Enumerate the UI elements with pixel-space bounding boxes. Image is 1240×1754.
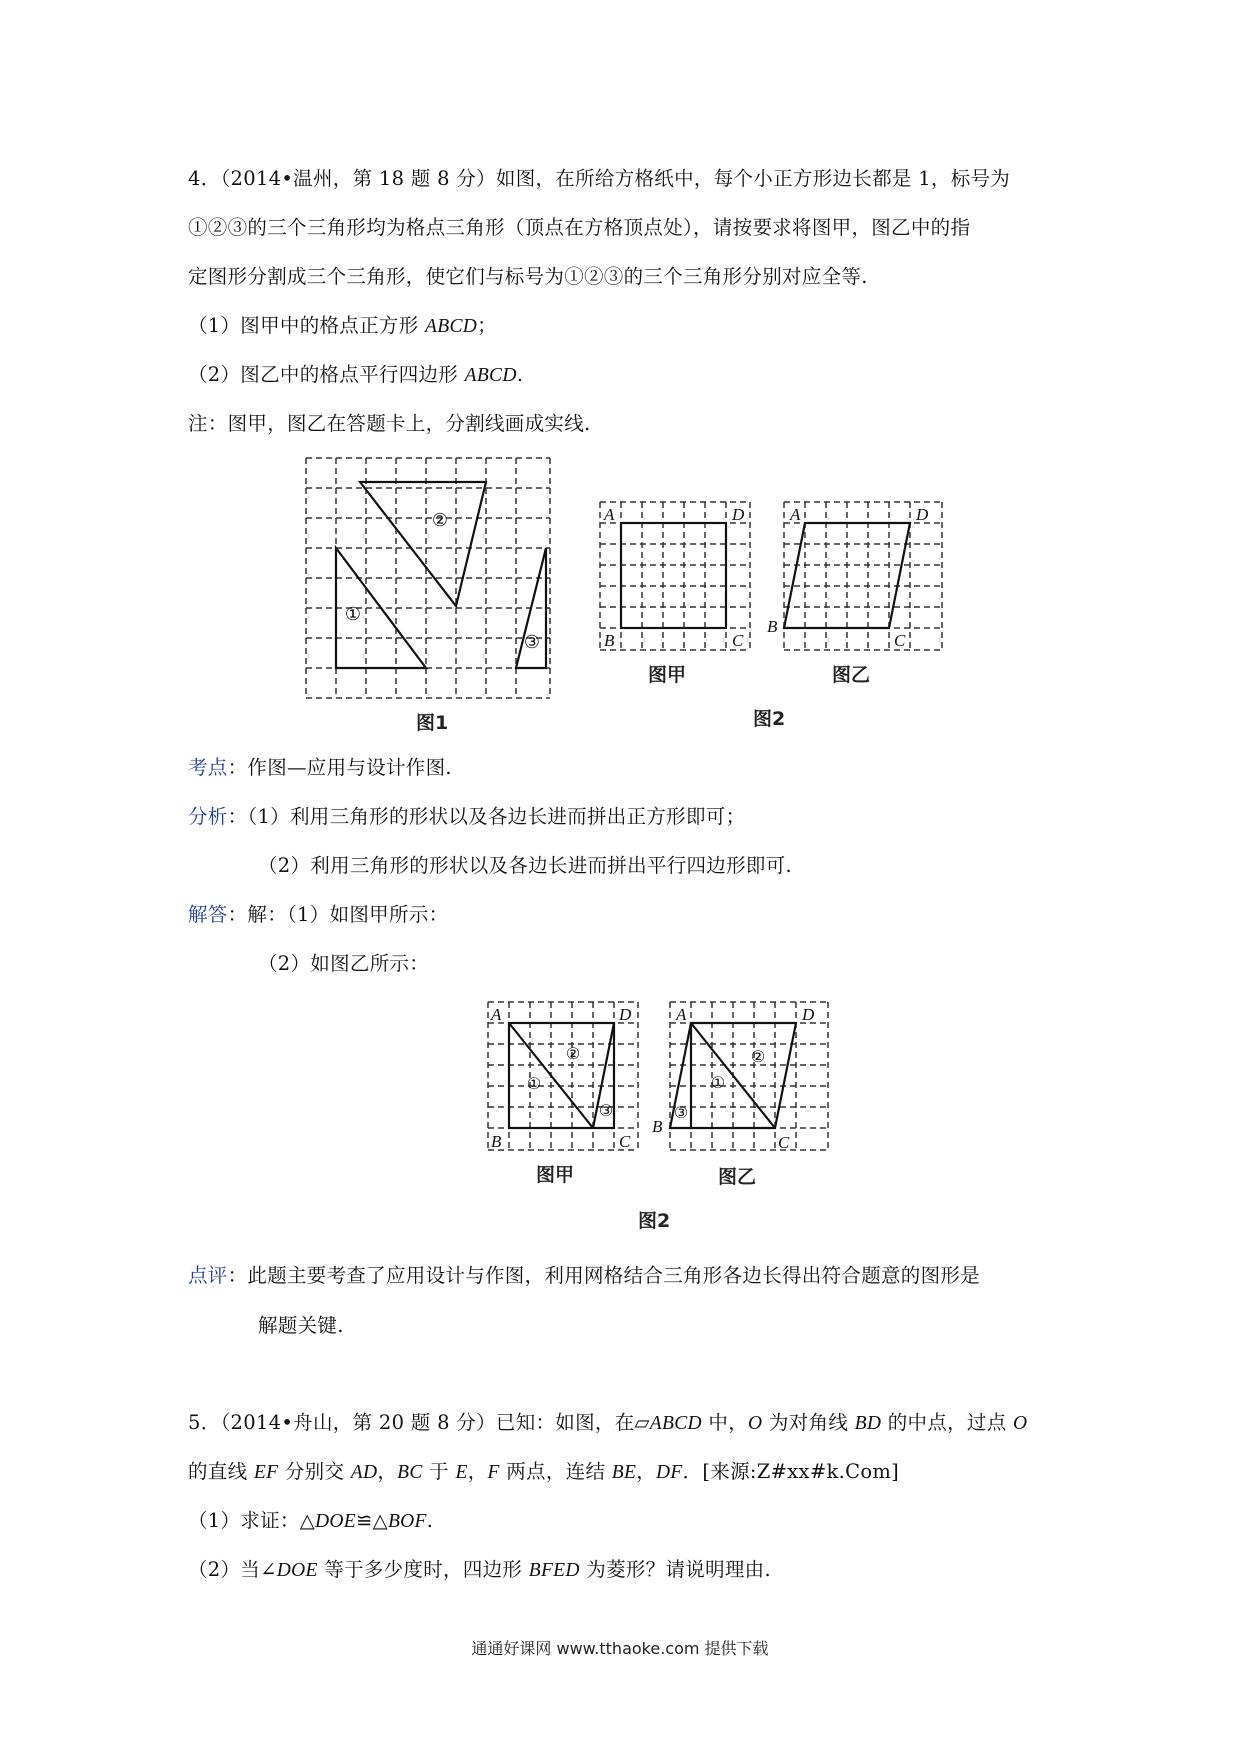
p5-line2-f: BC	[397, 1462, 423, 1483]
p5-line1-d: O	[748, 1413, 763, 1434]
vertex-b: B	[767, 617, 778, 636]
p5-line2-h: E	[455, 1462, 468, 1483]
fenxi	[188, 801, 745, 829]
p5-line1-e: 为对角线	[762, 1411, 855, 1434]
kaodian-text: ：作图—应用与设计作图.	[227, 756, 452, 779]
dianping-label: 点评	[188, 1264, 228, 1287]
label-3: ③	[523, 632, 541, 652]
jieda-2: （2）如图乙所示：	[258, 952, 430, 975]
p4-line2: ①②③的三个三角形均为格点三角形（顶点在方格顶点处），请按要求将图甲，图乙中的指	[188, 216, 971, 239]
p5-line1-c: 中，	[701, 1411, 749, 1434]
vertex-d: D	[619, 1005, 632, 1024]
label-3: ③	[673, 1105, 689, 1122]
p4-part2-suffix: .	[516, 363, 524, 386]
label-3: ③	[598, 1103, 614, 1120]
p4-part2	[188, 359, 523, 387]
p5-line2-b: EF	[253, 1462, 279, 1483]
vertex-d: D	[916, 505, 929, 524]
p5-part1-c: ≌△	[356, 1509, 388, 1532]
vertex-c: C	[894, 631, 906, 650]
p5-line2-k: 两点，连结	[499, 1460, 612, 1483]
p4-part1-suffix: ；	[477, 314, 497, 337]
answer-figure-yi	[650, 996, 834, 1156]
answer-figure-jia	[482, 996, 642, 1156]
p4-part1-name: ABCD	[425, 316, 478, 337]
p5-line1-b: ABCD	[649, 1413, 702, 1434]
fig2-caption: 图2	[753, 708, 786, 730]
p5-line1-a: 5．（2014•舟山，第 20 题 8 分）已知：如图，在▱	[188, 1411, 650, 1434]
p4-note: 注：图甲，图乙在答题卡上，分割线画成实线.	[188, 412, 591, 435]
p5-part2-a: （2）当∠	[188, 1558, 277, 1581]
p4-line1: 4．（2014•温州，第 18 题 8 分）如图，在所给方格纸中，每个小正方形边长都是 1，标号为	[188, 167, 1011, 190]
p5-line1	[188, 1407, 1027, 1435]
label-1: ①	[344, 604, 362, 624]
p5-line2-a: 的直线	[188, 1460, 254, 1483]
dianping-1: ：此题主要考查了应用设计与作图，利用网格结合三角形各边长得出符合题意的图形是	[227, 1264, 981, 1287]
label-2: ②	[750, 1049, 766, 1066]
p5-part2-c: 等于多少度时，四边形	[317, 1558, 529, 1581]
figure-yi	[764, 496, 948, 656]
vertex-a: A	[790, 505, 801, 524]
vertex-d: D	[802, 1005, 815, 1024]
dianping	[188, 1260, 980, 1288]
p4-line3: 定图形分割成三个三角形，使它们与标号为①②③的三个三角形分别对应全等.	[188, 265, 868, 288]
vertex-a: A	[491, 1005, 502, 1024]
p5-line2-g: 于	[422, 1460, 456, 1483]
vertex-b: B	[604, 631, 615, 650]
p5-line2	[188, 1456, 899, 1484]
jieda-label: 解答	[188, 903, 228, 926]
fig1-caption: 图1	[416, 712, 449, 734]
answer-yi-caption: 图乙	[718, 1166, 757, 1188]
p5-line2-j: F	[487, 1462, 500, 1483]
p5-line2-n: DF	[656, 1462, 683, 1483]
p5-part1	[188, 1505, 433, 1533]
label-1: ①	[526, 1076, 542, 1093]
p5-line1-f: BD	[854, 1413, 882, 1434]
answer-fig2-caption: 图2	[638, 1210, 671, 1232]
p5-part2-d: BFED	[528, 1560, 580, 1581]
p5-line2-e: ，	[377, 1460, 398, 1483]
page-footer: 通通好课网 www.tthaoke.com 提供下载	[471, 1639, 769, 1658]
p5-line2-o: ．[来源:Z#xx#k.Com]	[682, 1460, 900, 1483]
triangle-2	[360, 482, 486, 606]
p5-part1-b: DOE	[315, 1511, 356, 1532]
figure-jia	[594, 496, 754, 656]
label-2: ②	[565, 1046, 581, 1063]
p4-part2-name: ABCD	[464, 365, 517, 386]
p5-part2-b: DOE	[276, 1560, 318, 1581]
kaodian-label: 考点	[188, 756, 228, 779]
p5-part2	[188, 1554, 771, 1582]
p5-line2-d: AD	[350, 1462, 378, 1483]
vertex-c: C	[619, 1132, 631, 1151]
p4-part1-prefix: （1）图甲中的格点正方形	[188, 314, 426, 337]
jieda	[188, 899, 448, 927]
p4-part1	[188, 310, 497, 338]
vertex-a: A	[604, 505, 615, 524]
label-1: ①	[710, 1075, 726, 1092]
jia-caption: 图甲	[648, 664, 687, 686]
p5-part1-d: BOF	[387, 1511, 427, 1532]
vertex-a: A	[676, 1005, 687, 1024]
fenxi-2: （2）利用三角形的形状以及各边长进而拼出平行四边形即可.	[258, 854, 793, 877]
vertex-b: B	[491, 1132, 502, 1151]
kaodian	[188, 752, 452, 780]
p5-line1-g: 的中点，过点	[881, 1411, 1014, 1434]
p5-line2-l: BE	[611, 1462, 637, 1483]
jieda-1: ：解：（1）如图甲所示：	[227, 903, 449, 926]
p5-line2-m: ，	[636, 1460, 656, 1483]
p5-line2-c: 分别交	[278, 1460, 351, 1483]
fenxi-1: ：（1）利用三角形的形状以及各边长进而拼出正方形即可；	[227, 805, 746, 828]
p5-line2-i: ，	[467, 1460, 488, 1483]
p5-line1-h: O	[1013, 1413, 1028, 1434]
dianping-2: 解题关键.	[258, 1314, 344, 1337]
figure-1	[300, 452, 556, 704]
fenxi-label: 分析	[188, 805, 228, 828]
vertex-d: D	[732, 505, 745, 524]
vertex-c: C	[778, 1133, 790, 1152]
p4-part2-prefix: （2）图乙中的格点平行四边形	[188, 363, 465, 386]
vertex-c: C	[732, 631, 744, 650]
vertex-b: B	[652, 1117, 663, 1136]
yi-caption: 图乙	[832, 664, 871, 686]
square-abcd	[621, 523, 726, 628]
label-2: ②	[431, 510, 449, 530]
p5-part1-e: .	[426, 1509, 434, 1532]
p5-part2-e: 为菱形？请说明理由.	[579, 1558, 771, 1581]
answer-jia-caption: 图甲	[536, 1164, 575, 1186]
p5-part1-a: （1）求证：△	[188, 1509, 316, 1532]
